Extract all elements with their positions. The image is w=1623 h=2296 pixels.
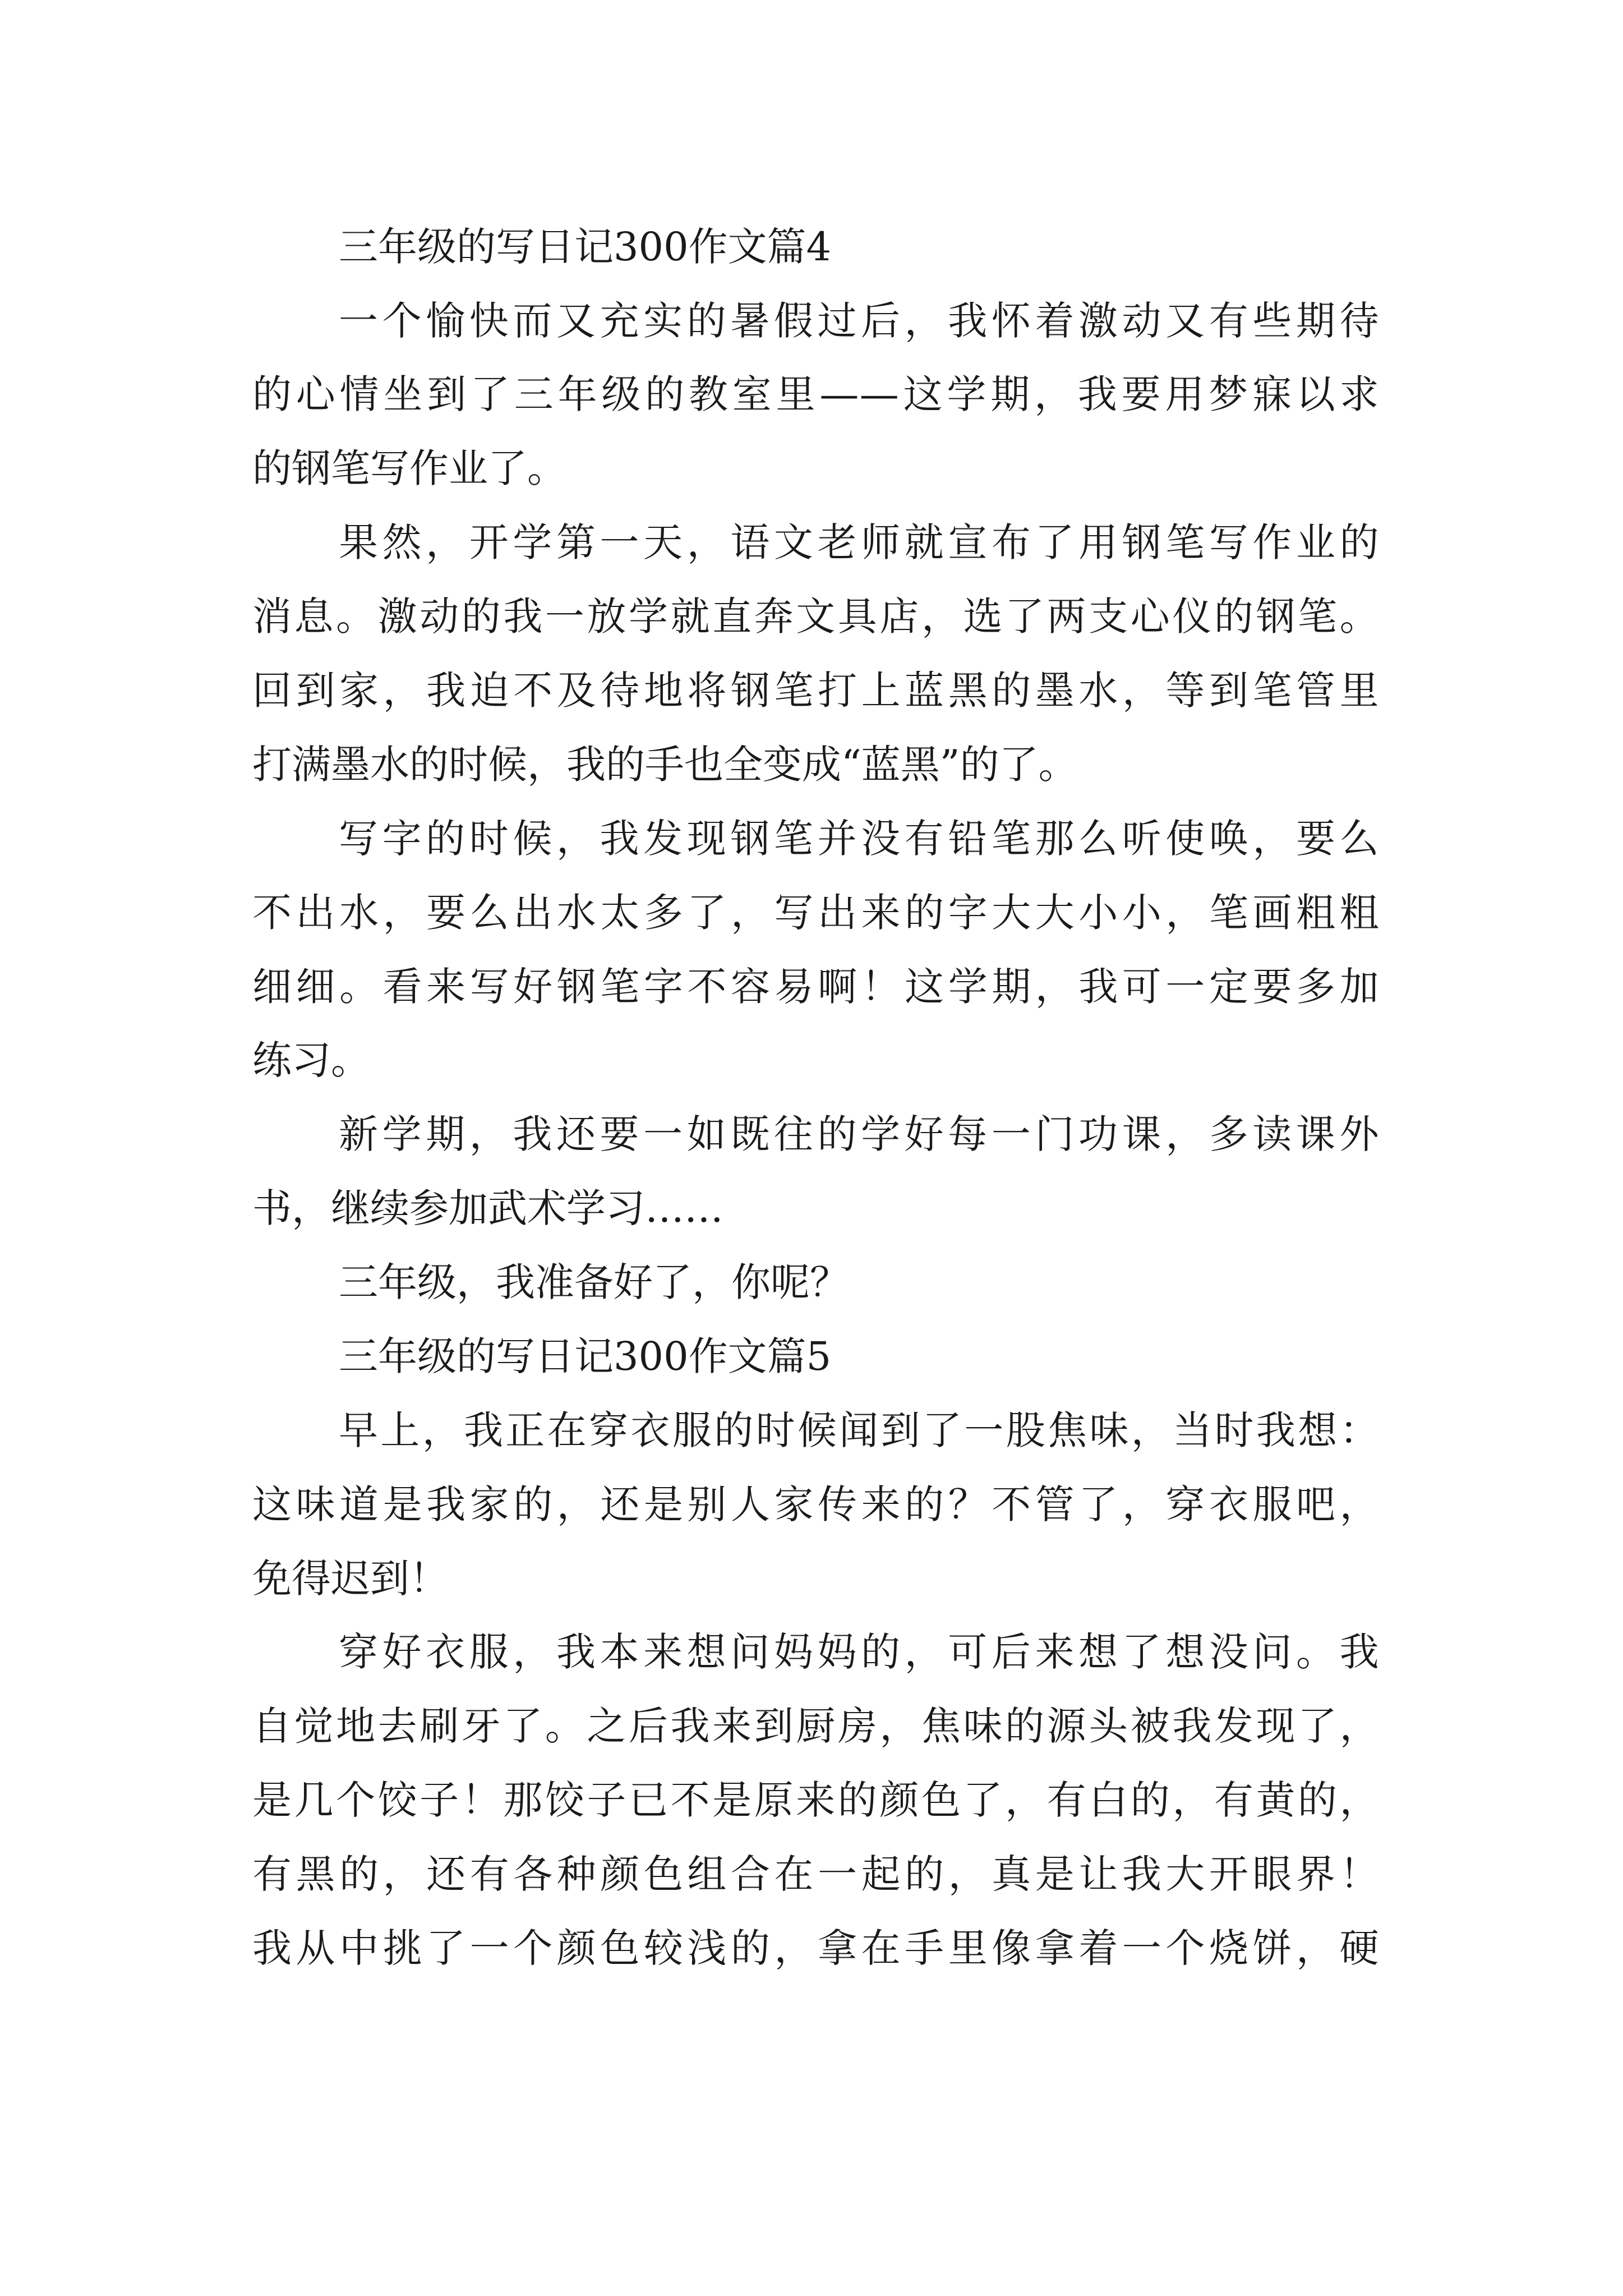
paragraph-line: 这味道是我家的，还是别人家传来的？不管了，穿衣服吧，	[252, 1481, 1380, 1527]
paragraph-line: 打满墨水的时候，我的手也全变成“蓝黑”的了。	[252, 742, 1078, 788]
paragraph-line: 新学期，我还要一如既往的学好每一门功课，多读课外	[339, 1111, 1380, 1157]
paragraph-line: 消息。激动的我一放学就直奔文具店，选了两支心仪的钢笔。	[252, 593, 1380, 639]
paragraph-line: 三年级，我准备好了，你呢？	[339, 1259, 849, 1305]
paragraph-line: 有黑的，还有各种颜色组合在一起的，真是让我大开眼界！	[252, 1851, 1380, 1897]
paragraph-line: 不出水，要么出水太多了，写出来的字大大小小，笔画粗粗	[252, 890, 1380, 936]
paragraph-line: 回到家，我迫不及待地将钢笔打上蓝黑的墨水，等到笔管里	[252, 668, 1380, 714]
paragraph-line: 是几个饺子！那饺子已不是原来的颜色了，有白的，有黄的，	[252, 1777, 1380, 1823]
paragraph-line: 免得迟到！	[252, 1556, 449, 1602]
paragraph-line: 穿好衣服，我本来想问妈妈的，可后来想了想没问。我	[339, 1629, 1380, 1675]
paragraph-line: 我从中挑了一个颜色较浅的，拿在手里像拿着一个烧饼，硬	[252, 1925, 1380, 1971]
paragraph-line: 细细。看来写好钢笔字不容易啊！这学期，我可一定要多加	[252, 964, 1380, 1010]
paragraph-line: 一个愉快而又充实的暑假过后，我怀着激动又有些期待	[339, 298, 1380, 344]
paragraph-line: 的钢笔写作业了。	[252, 445, 566, 491]
section-heading: 三年级的写日记300作文篇4	[339, 224, 832, 270]
paragraph-line: 练习。	[252, 1037, 370, 1083]
paragraph-line: 书，继续参加武术学习……	[252, 1185, 723, 1231]
paragraph-line: 果然，开学第一天，语文老师就宣布了用钢笔写作业的	[339, 519, 1380, 565]
section-heading: 三年级的写日记300作文篇5	[339, 1333, 832, 1379]
paragraph-line: 早上，我正在穿衣服的时候闻到了一股焦味，当时我想：	[339, 1407, 1380, 1453]
paragraph-line: 的心情坐到了三年级的教室里——这学期，我要用梦寐以求	[252, 371, 1380, 417]
paragraph-line: 写字的时候，我发现钢笔并没有铅笔那么听使唤，要么	[339, 816, 1380, 862]
paragraph-line: 自觉地去刷牙了。之后我来到厨房，焦味的源头被我发现了，	[252, 1703, 1380, 1749]
